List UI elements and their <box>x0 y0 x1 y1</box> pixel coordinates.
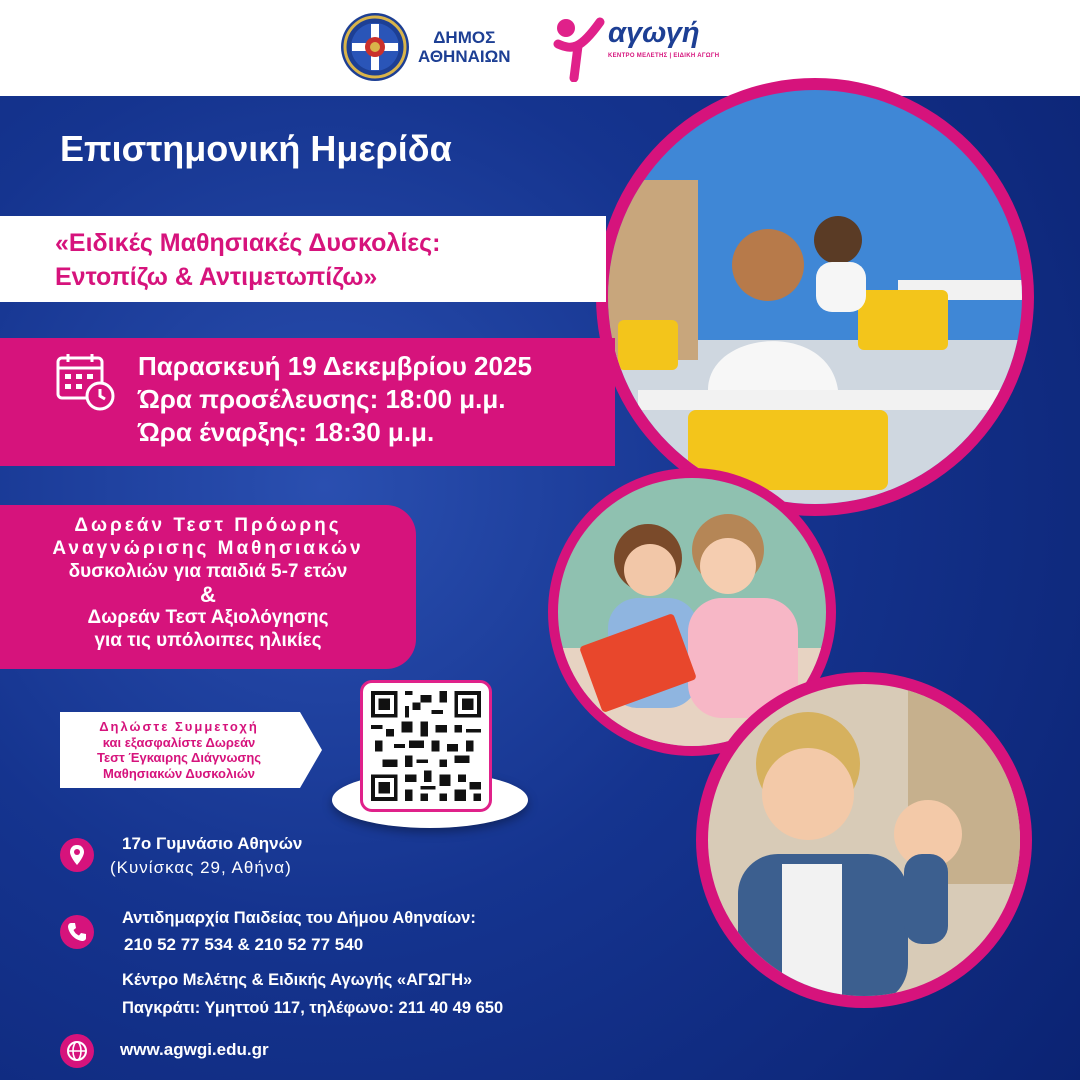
offer-line1: Δωρεάν Τεστ Πρόωρης <box>74 515 342 536</box>
event-subtitle <box>55 226 440 294</box>
location-pin-icon-badge <box>60 838 94 872</box>
event-subtitle-line2: Εντοπίζω & Αντιμετωπίζω» <box>55 263 378 291</box>
center-logo <box>552 16 719 82</box>
municipality-name-line2: ΑΘΗΝΑΙΩΝ <box>418 47 511 66</box>
education-office-phones[interactable]: 210 52 77 534 & 210 52 77 540 <box>124 935 364 954</box>
registration-line4: Μαθησιακών Δυσκολιών <box>102 765 256 781</box>
offer-ampersand: & <box>200 582 216 607</box>
boy-waving-photo <box>708 684 1020 996</box>
registration-line3: Τεστ Έγκαιρης Διάγνωσης <box>96 750 262 765</box>
location-pin-icon <box>60 838 94 872</box>
offer-line4: Δωρεάν Τεστ Αξιολόγησης <box>87 607 329 628</box>
municipality-name-line1: ΔΗΜΟΣ <box>433 28 496 47</box>
center-logo-tagline: ΚΕΝΤΡΟ ΜΕΛΕΤΗΣ | ΕΙΔΙΚΗ ΑΓΩΓΗ <box>608 53 720 59</box>
registration-line1: Δηλώστε Συμμετοχή <box>99 719 259 734</box>
offer-line5: για τις υπόλοιπες ηλικίες <box>94 630 322 651</box>
child-figure-icon <box>552 16 606 82</box>
classroom-photo <box>608 90 1022 504</box>
registration-callout <box>60 712 322 788</box>
start-time: Ώρα έναρξης: 18:30 μ.μ. <box>138 417 435 447</box>
free-test-offer <box>0 514 416 652</box>
registration-line2: και εξασφαλίστε Δωρεάν <box>102 734 256 750</box>
event-title: Επιστημονική Ημερίδα <box>60 128 452 169</box>
globe-icon-badge <box>60 1034 94 1068</box>
event-subtitle-line1: «Ειδικές Μαθησιακές Δυσκολίες: <box>55 229 441 257</box>
event-date: Παρασκευή 19 Δεκεμβρίου 2025 <box>138 351 532 381</box>
center-logo-name: αγωγή <box>608 17 700 49</box>
calendar-clock-icon <box>54 350 118 414</box>
header-bar <box>0 0 1080 96</box>
venue-name: 17ο Γυμνάσιο Αθηνών <box>122 834 303 853</box>
arrival-time: Ώρα προσέλευσης: 18:00 μ.μ. <box>138 384 506 414</box>
qr-code[interactable] <box>371 691 481 801</box>
website-link[interactable]: www.agwgi.edu.gr <box>120 1040 269 1059</box>
offer-line2: Αναγνώρισης Μαθησιακών <box>52 538 364 559</box>
globe-icon <box>60 1034 94 1068</box>
municipality-seal-icon <box>340 12 410 82</box>
center-label: Κέντρο Μελέτης & Ειδικής Αγωγής «ΑΓΩΓΗ» <box>122 971 473 989</box>
municipality-logo <box>340 12 511 82</box>
education-office-label: Αντιδημαρχία Παιδείας του Δήμου Αθηναίων: <box>122 909 476 927</box>
phone-icon-badge <box>60 915 94 949</box>
event-date-block <box>138 350 532 449</box>
qr-code-card[interactable] <box>360 680 492 812</box>
center-address-phone[interactable]: Παγκράτι: Υμηττού 117, τηλέφωνο: 211 40 49 650 <box>122 999 504 1017</box>
phone-icon <box>60 915 94 949</box>
venue-address: (Κυνίσκας 29, Αθήνα) <box>110 858 292 877</box>
offer-line3: δυσκολιών για παιδιά 5-7 ετών <box>68 561 348 582</box>
